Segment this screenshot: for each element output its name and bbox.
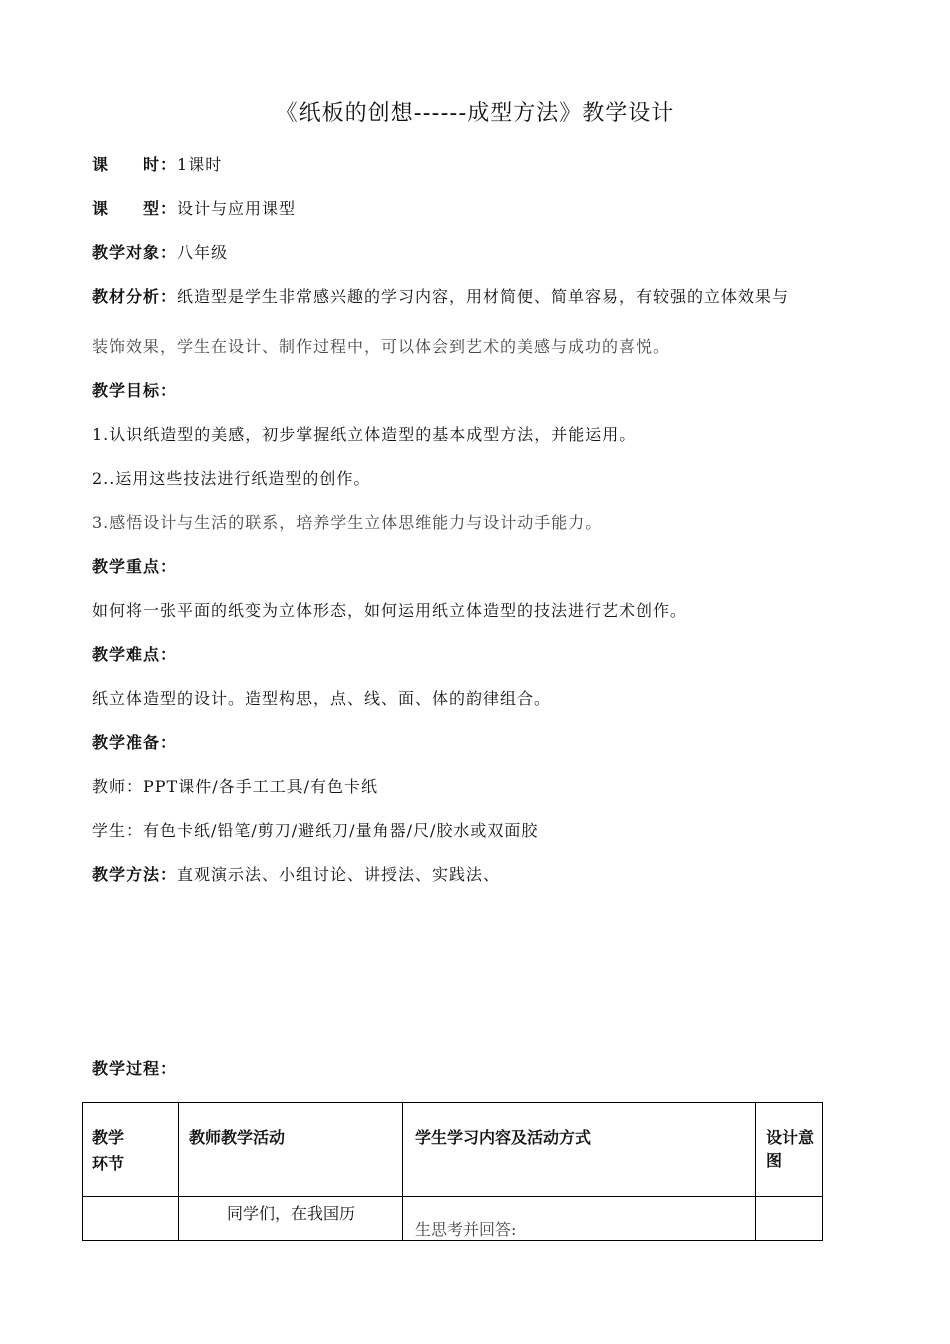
prep-heading: 教学准备： [92, 733, 178, 752]
target-line [92, 240, 228, 263]
process-heading: 教学过程： [92, 1059, 178, 1078]
analysis-text-2: 装饰效果，学生在设计、制作过程中，可以体会到艺术的美感与成功的喜悦。 [92, 337, 671, 356]
key-text: 如何将一张平面的纸变为立体形态，如何运用纸立体造型的技法进行艺术创作。 [92, 601, 688, 620]
target-label: 教学对象： [92, 243, 178, 262]
header-design-intent: 设计意图 [756, 1103, 823, 1197]
page-title: 《纸板的创想------成型方法》教学设计 [275, 101, 675, 126]
method-line [92, 862, 500, 885]
type-line [92, 196, 296, 219]
row-stage-cell [83, 1197, 179, 1241]
prep-student: 学生：有色卡纸/铅笔/剪刀/避纸刀/量角器/尺/胶水或双面胶 [92, 821, 539, 840]
goal-2: 2..运用这些技法进行纸造型的创作。 [92, 469, 371, 488]
key-heading: 教学重点： [92, 557, 178, 576]
row-student-cell: 生思考并回答: [403, 1197, 756, 1241]
prep-teacher: 教师：PPT课件/各手工工具/有色卡纸 [92, 777, 378, 796]
row-teacher-cell: 同学们，在我国历 [179, 1197, 403, 1241]
header-student-activity: 学生学习内容及活动方式 [403, 1103, 756, 1197]
difficulty-text: 纸立体造型的设计。造型构思，点、线、面、体的韵律组合。 [92, 689, 552, 708]
hours-label: 课 时： [92, 155, 178, 174]
header-stage: 教学 环节 [83, 1103, 179, 1197]
type-value: 设计与应用课型 [177, 199, 297, 218]
hours-line [92, 152, 222, 175]
method-value: 直观演示法、小组讨论、讲授法、实践法、 [177, 865, 501, 884]
hours-value: 1课时 [177, 155, 223, 174]
table-header-row [83, 1103, 823, 1197]
goals-heading: 教学目标： [92, 381, 178, 400]
analysis-line-1 [92, 284, 789, 307]
header-teacher-activity: 教师教学活动 [179, 1103, 403, 1197]
row-intent-cell [756, 1197, 823, 1241]
goal-3: 3.感悟设计与生活的联系，培养学生立体思维能力与设计动手能力。 [92, 513, 603, 532]
analysis-text-1: 纸造型是学生非常感兴趣的学习内容，用材简便、简单容易，有较强的立体效果与 [177, 287, 790, 306]
method-label: 教学方法： [92, 865, 178, 884]
target-value: 八年级 [177, 243, 229, 262]
table-row [83, 1197, 823, 1241]
type-label: 课 型： [92, 199, 178, 218]
difficulty-heading: 教学难点： [92, 645, 178, 664]
process-table [82, 1102, 823, 1241]
goal-1: 1.认识纸造型的美感，初步掌握纸立体造型的基本成型方法，并能运用。 [92, 425, 637, 444]
analysis-label: 教材分析： [92, 287, 178, 306]
